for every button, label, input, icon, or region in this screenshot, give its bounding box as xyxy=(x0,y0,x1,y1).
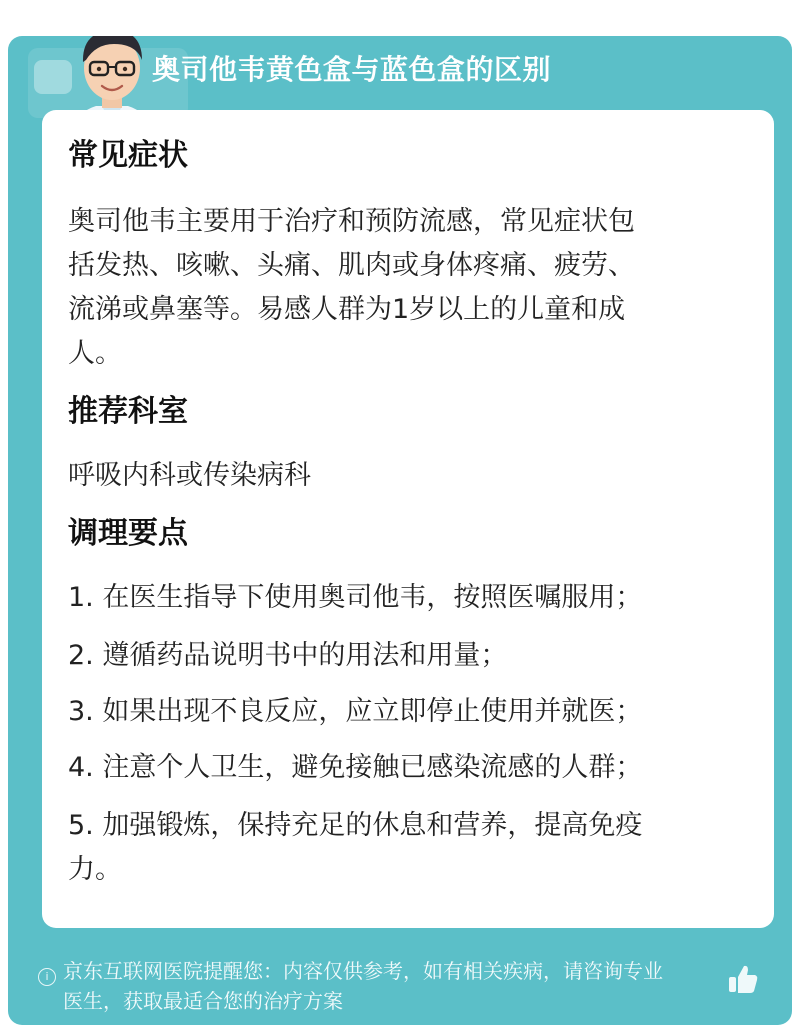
department-text: 呼吸内科或传染病科 xyxy=(68,460,311,491)
list-item: 3. 如果出现不良反应，应立即停止使用并就医； xyxy=(68,696,643,727)
list-item: 4. 注意个人卫生，避免接触已感染流感的人群； xyxy=(68,752,643,783)
thumbs-up-icon[interactable] xyxy=(726,962,760,996)
footer-notice xyxy=(8,938,792,1013)
footer-line-1: 京东互联网医院提醒您：内容仅供参考，如有相关疾病，请咨询专业 xyxy=(63,959,663,983)
list-item: 2. 遵循药品说明书中的用法和用量； xyxy=(68,640,508,671)
symptoms-line-2: 括发热、咳嗽、头痛、肌肉或身体疼痛、疲劳、 xyxy=(68,250,635,281)
symptoms-line-4: 人。 xyxy=(68,338,122,369)
content-panel xyxy=(42,110,774,928)
section-title-care: 调理要点 xyxy=(68,516,188,551)
article-card xyxy=(8,36,792,1025)
page-title: 奥司他韦黄色盒与蓝色盒的区别 xyxy=(152,53,552,86)
list-item: 1. 在医生指导下使用奥司他韦，按照医嘱服用； xyxy=(68,582,643,613)
symptoms-line-1: 奥司他韦主要用于治疗和预防流感，常见症状包 xyxy=(68,206,635,237)
section-title-department: 推荐科室 xyxy=(68,394,188,429)
list-item: 力。 xyxy=(68,854,122,885)
list-item: 5. 加强锻炼，保持充足的休息和营养，提高免疫 xyxy=(68,810,643,841)
symptoms-line-3: 流涕或鼻塞等。易感人群为1岁以上的儿童和成 xyxy=(68,294,626,325)
section-title-symptoms: 常见症状 xyxy=(68,138,188,173)
footer-text xyxy=(63,956,733,1016)
footer-line-2: 医生，获取最适合您的治疗方案 xyxy=(63,989,343,1013)
info-icon: i xyxy=(38,968,56,986)
